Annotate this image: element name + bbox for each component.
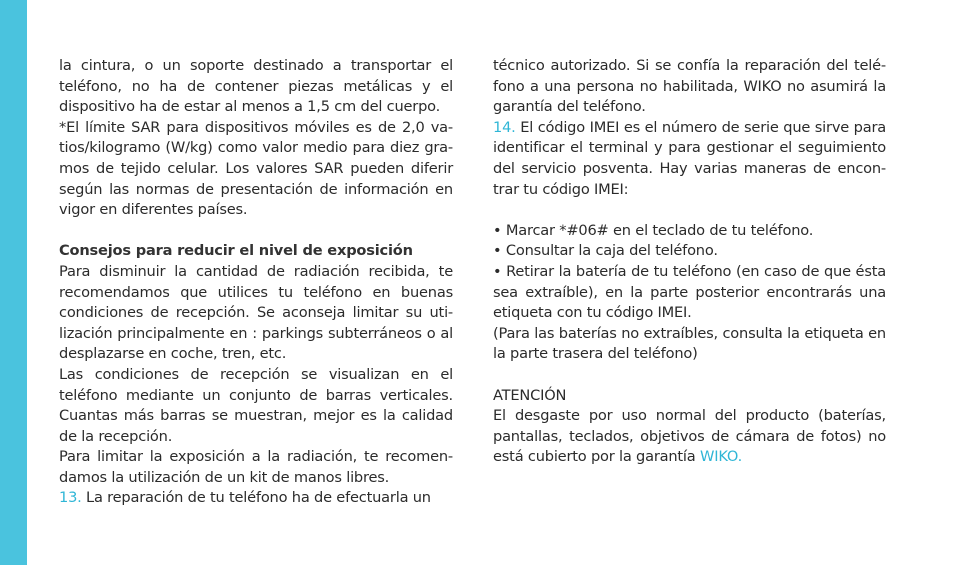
paragraph-hands-free: Para limitar la exposición a la radiación, te recomen-damos la utilización de un kit de manos libres. (59, 448, 453, 486)
paragraph-reception-bars: Las condiciones de recepción se visualizan en el teléfono mediante un conjunto de barras verticales. Cuantas más barras se muestran, mejor es la calidad de la recepción. (59, 365, 453, 445)
paragraph-belt-clip: la cintura, o un soporte destinado a transportar el teléfono, no ha de contener piezas metálicas y el dispositivo ha de estar al menos a 1,5 cm del cuerpo. (59, 57, 453, 116)
item-13-text: La reparación de tu teléfono ha de efectuarla un (81, 489, 431, 507)
note-non-removable-battery: (Para las baterías no extraíbles, consulta la etiqueta en la parte trasera del teléfono) (493, 324, 886, 363)
spacer (493, 365, 886, 386)
item-13 (59, 488, 453, 509)
bullet-remove-battery: • Retirar la batería de tu teléfono (en caso de que ésta sea extraíble), en la parte posterior encontrarás una etiqueta con tu código IMEI. (493, 262, 886, 322)
left-column (59, 56, 453, 509)
bullet-dial-code: • Marcar *#06# en el teclado de tu teléfono. (493, 221, 814, 239)
right-column (493, 56, 886, 468)
warning-text: El desgaste por uso normal del producto (baterías, pantallas, teclados, objetivos de cámara de fotos) no está cubierto por la garantía (493, 407, 886, 466)
item-13-number: 13. (59, 489, 82, 507)
paragraph-reduce-radiation: Para disminuir la cantidad de radiación recibida, te recomendamos que utilices tu teléfono en buenas condiciones de recepción. Se aconseja limitar su uti-lización principalmente en : parkings subterráneos o al desplazarse en coche, tren, etc. (59, 262, 453, 363)
spacer (493, 200, 886, 221)
paragraph-warranty-warning (493, 406, 886, 468)
paragraph-sar-limit: *El límite SAR para dispositivos móviles es de 2,0 va-tios/kilogramo (W/kg) como valor medio para diez gra-mos de tejido celular. Los valores SAR pueden diferir según las normas de presentación de información en vigor en diferentes países. (59, 118, 453, 219)
item-14-text: El código IMEI es el número de serie que sirve para identificar el terminal y para gestionar el seguimiento del servicio posventa. Hay varias maneras de encon-trar tu código IMEI: (493, 118, 886, 198)
item-14-number: 14. (493, 118, 516, 136)
spacer (59, 221, 453, 242)
bullet-check-box: • Consultar la caja del teléfono. (493, 242, 718, 260)
item-14 (493, 118, 886, 200)
section-heading-exposure: Consejos para reducir el nivel de exposición (59, 242, 413, 260)
accent-side-bar (0, 0, 27, 565)
brand-name: WIKO. (699, 448, 743, 466)
section-heading-attention: ATENCIÓN (493, 386, 567, 404)
paragraph-authorized-technician: técnico autorizado. Si se confía la reparación del telé-fono a una persona no habilitada, WIKO no asumirá la garantía del teléfono. (493, 57, 886, 116)
